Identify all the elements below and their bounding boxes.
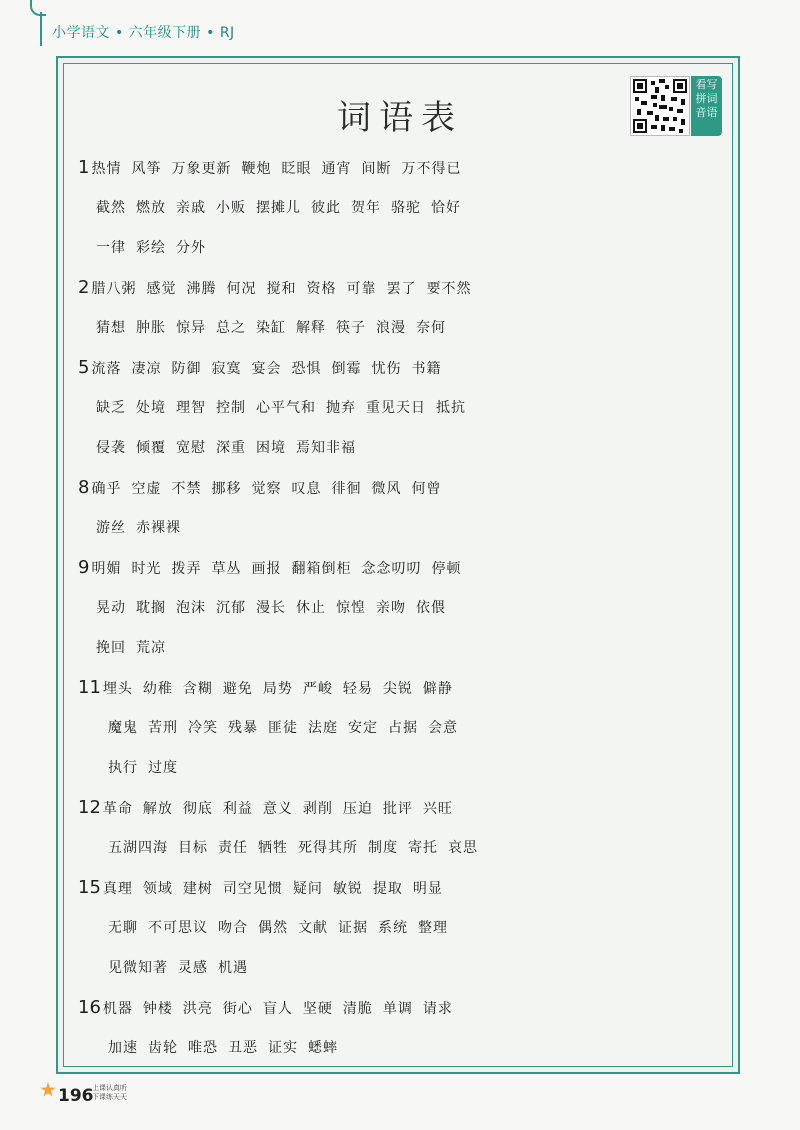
vocab-word: 惊惶 xyxy=(336,600,366,616)
vocab-word: 敏锐 xyxy=(332,881,363,897)
vocab-word: 总之 xyxy=(216,320,246,336)
vocab-word: 见微知著 xyxy=(108,960,168,976)
vocab-word: 单调 xyxy=(382,1001,413,1017)
vocab-word: 抵抗 xyxy=(436,400,466,416)
vocab-word: 责任 xyxy=(218,840,248,856)
vocab-word: 革命 xyxy=(102,801,133,817)
vocab-word: 齿轮 xyxy=(148,1040,178,1056)
page-title: 词语表 xyxy=(337,98,463,138)
vocab-word: 挪移 xyxy=(211,481,242,497)
vocab-word: 牺牲 xyxy=(258,840,288,856)
word-line xyxy=(78,908,738,948)
vocab-word: 洪亮 xyxy=(182,1001,213,1017)
vocab-word: 分外 xyxy=(176,240,206,256)
footer-slogan-line: 上课认真听 xyxy=(92,1084,127,1092)
vocab-word: 坚硬 xyxy=(302,1001,333,1017)
vocab-word: 侵袭 xyxy=(96,440,126,456)
vocab-word: 挽回 xyxy=(96,640,126,656)
vocab-word: 机遇 xyxy=(218,960,248,976)
lesson-group-9 xyxy=(78,548,738,668)
lesson-group-2 xyxy=(78,268,738,348)
lesson-group-1 xyxy=(78,148,738,268)
vocab-word: 制度 xyxy=(368,840,398,856)
vocab-word: 含糊 xyxy=(182,681,213,697)
vocab-word: 法庭 xyxy=(308,720,338,736)
vocab-word: 画报 xyxy=(251,561,282,577)
word-line xyxy=(78,148,738,188)
vocab-word: 眨眼 xyxy=(281,161,312,177)
vocab-word: 间断 xyxy=(361,161,392,177)
vocab-word: 腊八粥 xyxy=(91,281,137,297)
vocab-word: 沸腾 xyxy=(186,281,217,297)
lesson-number: 16 xyxy=(78,997,101,1018)
word-line xyxy=(78,348,738,388)
vocab-word: 猜想 xyxy=(96,320,126,336)
vocab-word: 叹息 xyxy=(291,481,322,497)
vocab-word: 倒霉 xyxy=(331,361,362,377)
word-line xyxy=(78,508,738,548)
vocab-word: 偶然 xyxy=(258,920,288,936)
vocab-word: 哀思 xyxy=(448,840,478,856)
vocab-word: 热情 xyxy=(91,161,122,177)
vocab-word: 赤裸裸 xyxy=(136,520,181,536)
vocab-word: 目标 xyxy=(178,840,208,856)
lesson-number: 15 xyxy=(78,877,101,898)
vocab-word: 筷子 xyxy=(336,320,366,336)
word-line xyxy=(78,828,738,868)
vocab-word: 丑恶 xyxy=(228,1040,258,1056)
qr-code-icon[interactable] xyxy=(630,76,690,136)
vocab-word: 证据 xyxy=(338,920,368,936)
qr-widget[interactable] xyxy=(630,76,722,136)
vocab-word: 抛弃 xyxy=(326,400,356,416)
vocab-word: 耽搁 xyxy=(136,600,166,616)
vocab-word: 深重 xyxy=(216,440,246,456)
word-line xyxy=(78,588,738,628)
vocab-word: 浪漫 xyxy=(376,320,406,336)
vocab-word: 僻静 xyxy=(422,681,453,697)
vocab-word: 泡沫 xyxy=(176,600,206,616)
qr-label[interactable] xyxy=(691,76,722,136)
vocab-word: 肿胀 xyxy=(136,320,166,336)
qr-label-line: 拼词 xyxy=(695,92,718,105)
vocab-word: 整理 xyxy=(418,920,448,936)
vocab-word: 提取 xyxy=(372,881,403,897)
vocab-word: 重见天日 xyxy=(366,400,426,416)
vocab-word: 占据 xyxy=(388,720,418,736)
vocab-word: 依偎 xyxy=(416,600,446,616)
vocab-word: 建树 xyxy=(182,881,213,897)
vocab-word: 染缸 xyxy=(256,320,286,336)
lesson-number: 2 xyxy=(78,277,90,298)
vocab-word: 可靠 xyxy=(346,281,377,297)
vocab-word: 亲吻 xyxy=(376,600,406,616)
vocab-word: 会意 xyxy=(428,720,458,736)
vocab-word: 轻易 xyxy=(342,681,373,697)
vocab-word: 幼稚 xyxy=(142,681,173,697)
vocab-word: 街心 xyxy=(222,1001,253,1017)
vocab-word: 意义 xyxy=(262,801,293,817)
vocab-word: 鞭炮 xyxy=(241,161,272,177)
vocab-word: 残暴 xyxy=(228,720,258,736)
word-line xyxy=(78,428,738,468)
vocab-word: 彩绘 xyxy=(136,240,166,256)
corner-mark xyxy=(30,0,46,16)
vocab-word: 贺年 xyxy=(351,200,381,216)
vocab-word: 微风 xyxy=(371,481,402,497)
vocab-word: 搅和 xyxy=(266,281,297,297)
vocab-word: 钟楼 xyxy=(142,1001,173,1017)
vocab-word: 何况 xyxy=(226,281,257,297)
vocab-word: 真理 xyxy=(102,881,133,897)
word-line xyxy=(78,868,738,908)
vocab-word: 缺乏 xyxy=(96,400,126,416)
vocab-word: 拨弄 xyxy=(171,561,202,577)
vocab-word: 确乎 xyxy=(91,481,122,497)
vocab-word: 解放 xyxy=(142,801,173,817)
vocab-word: 资格 xyxy=(306,281,337,297)
vocab-word: 魔鬼 xyxy=(108,720,138,736)
lesson-group-5 xyxy=(78,348,738,468)
vocab-word: 流落 xyxy=(91,361,122,377)
vocab-word: 局势 xyxy=(262,681,293,697)
word-line xyxy=(78,228,738,268)
vocab-word: 压迫 xyxy=(342,801,373,817)
vocab-word: 机器 xyxy=(102,1001,133,1017)
vocab-word: 清脆 xyxy=(342,1001,373,1017)
lesson-number: 12 xyxy=(78,797,101,818)
vocab-word: 处境 xyxy=(136,400,166,416)
vocab-word: 寂寞 xyxy=(211,361,242,377)
vocab-word: 尖锐 xyxy=(382,681,413,697)
vocab-word: 冷笑 xyxy=(188,720,218,736)
vocab-word: 倾覆 xyxy=(136,440,166,456)
vocab-word: 摆摊儿 xyxy=(256,200,301,216)
vocab-word: 批评 xyxy=(382,801,413,817)
vocab-word: 埋头 xyxy=(102,681,133,697)
lesson-number: 8 xyxy=(78,477,90,498)
vocab-word: 解释 xyxy=(296,320,326,336)
vocab-word: 空虚 xyxy=(131,481,162,497)
vocab-word: 控制 xyxy=(216,400,246,416)
vocab-word: 匪徒 xyxy=(268,720,298,736)
lesson-group-8 xyxy=(78,468,738,548)
vocab-word: 要不然 xyxy=(426,281,472,297)
vocab-word: 何曾 xyxy=(411,481,442,497)
vocab-word: 宽慰 xyxy=(176,440,206,456)
page-number: 196 xyxy=(58,1086,94,1106)
word-line xyxy=(78,668,738,708)
footer-slogan-line: 下课练天天 xyxy=(92,1093,127,1101)
vocab-word: 请求 xyxy=(422,1001,453,1017)
vocab-word: 兴旺 xyxy=(422,801,453,817)
lesson-number: 5 xyxy=(78,357,90,378)
vocab-word: 不禁 xyxy=(171,481,202,497)
word-line xyxy=(78,308,738,348)
vocab-word: 吻合 xyxy=(218,920,248,936)
vocab-word: 凄凉 xyxy=(131,361,162,377)
vocab-word: 休止 xyxy=(296,600,326,616)
vocab-word: 证实 xyxy=(268,1040,298,1056)
vocab-word: 惊异 xyxy=(176,320,206,336)
vocab-word: 彻底 xyxy=(182,801,213,817)
lesson-group-11 xyxy=(78,668,738,788)
vocab-word: 困境 xyxy=(256,440,286,456)
vocab-word: 通宵 xyxy=(321,161,352,177)
word-line xyxy=(78,548,738,588)
vocab-word: 漫长 xyxy=(256,600,286,616)
vocab-word: 奈何 xyxy=(416,320,446,336)
vocab-word: 翻箱倒柜 xyxy=(291,561,352,577)
vocabulary-list xyxy=(78,148,738,1068)
word-line xyxy=(78,628,738,668)
vocab-word: 宴会 xyxy=(251,361,282,377)
vocab-word: 避免 xyxy=(222,681,253,697)
vocab-word: 感觉 xyxy=(146,281,177,297)
vocab-word: 亲戚 xyxy=(176,200,206,216)
vocab-word: 停顿 xyxy=(431,561,462,577)
lesson-number: 11 xyxy=(78,677,101,698)
lesson-group-16 xyxy=(78,988,738,1068)
vocab-word: 风筝 xyxy=(131,161,162,177)
lesson-group-15 xyxy=(78,868,738,988)
word-line xyxy=(78,1028,738,1068)
vocab-word: 唯恐 xyxy=(188,1040,218,1056)
vocab-word: 万象更新 xyxy=(171,161,232,177)
vocab-word: 严峻 xyxy=(302,681,333,697)
vocab-word: 死得其所 xyxy=(298,840,358,856)
vocab-word: 燃放 xyxy=(136,200,166,216)
book-title: 小学语文 • 六年级下册 • RJ xyxy=(52,25,235,41)
lesson-group-12 xyxy=(78,788,738,868)
vocab-word: 骆驼 xyxy=(391,200,421,216)
vocab-word: 防御 xyxy=(171,361,202,377)
vocab-word: 苦刑 xyxy=(148,720,178,736)
qr-label-line: 音语 xyxy=(695,106,718,119)
word-line xyxy=(78,948,738,988)
vocab-word: 领域 xyxy=(142,881,173,897)
vocab-word: 盲人 xyxy=(262,1001,293,1017)
vocab-word: 沉郁 xyxy=(216,600,246,616)
word-line xyxy=(78,988,738,1028)
word-line xyxy=(78,708,738,748)
vocab-word: 荒凉 xyxy=(136,640,166,656)
vocab-word: 恰好 xyxy=(431,200,461,216)
vocab-word: 文献 xyxy=(298,920,328,936)
vocab-word: 寄托 xyxy=(408,840,438,856)
footer-slogan xyxy=(92,1084,127,1102)
vocab-word: 忧伤 xyxy=(371,361,402,377)
vocab-word: 明媚 xyxy=(91,561,122,577)
word-line xyxy=(78,388,738,428)
header-rule xyxy=(40,12,42,46)
vocab-word: 晃动 xyxy=(96,600,126,616)
vocab-word: 书籍 xyxy=(411,361,442,377)
vocab-word: 草丛 xyxy=(211,561,242,577)
vocab-word: 不可思议 xyxy=(148,920,208,936)
vocab-word: 心平气和 xyxy=(256,400,316,416)
vocab-word: 彼此 xyxy=(311,200,341,216)
qr-label-line: 看写 xyxy=(695,78,718,91)
vocab-word: 五湖四海 xyxy=(108,840,168,856)
vocab-word: 罢了 xyxy=(386,281,417,297)
vocab-word: 安定 xyxy=(348,720,378,736)
vocab-word: 时光 xyxy=(131,561,162,577)
vocab-word: 执行 xyxy=(108,760,138,776)
vocab-word: 焉知非福 xyxy=(296,440,356,456)
vocab-word: 小贩 xyxy=(216,200,246,216)
word-line xyxy=(78,788,738,828)
vocab-word: 恐惧 xyxy=(291,361,322,377)
vocab-word: 徘徊 xyxy=(331,481,362,497)
star-icon xyxy=(40,1082,56,1098)
vocab-word: 觉察 xyxy=(251,481,282,497)
vocab-word: 过度 xyxy=(148,760,178,776)
vocab-word: 游丝 xyxy=(96,520,126,536)
lesson-number: 1 xyxy=(78,157,90,178)
vocab-word: 明显 xyxy=(412,881,443,897)
word-line xyxy=(78,268,738,308)
vocab-word: 剥削 xyxy=(302,801,333,817)
vocab-word: 灵感 xyxy=(178,960,208,976)
vocab-word: 司空见惯 xyxy=(222,881,283,897)
vocab-word: 无聊 xyxy=(108,920,138,936)
word-line xyxy=(78,188,738,228)
vocab-word: 加速 xyxy=(108,1040,138,1056)
word-line xyxy=(78,468,738,508)
vocab-word: 截然 xyxy=(96,200,126,216)
vocab-word: 念念叨叨 xyxy=(361,561,422,577)
vocab-word: 疑问 xyxy=(292,881,323,897)
vocab-word: 一律 xyxy=(96,240,126,256)
word-line xyxy=(78,748,738,788)
lesson-number: 9 xyxy=(78,557,90,578)
vocab-word: 利益 xyxy=(222,801,253,817)
vocab-word: 理智 xyxy=(176,400,206,416)
vocab-word: 万不得已 xyxy=(401,161,462,177)
vocab-word: 蟋蟀 xyxy=(308,1040,338,1056)
vocab-word: 系统 xyxy=(378,920,408,936)
